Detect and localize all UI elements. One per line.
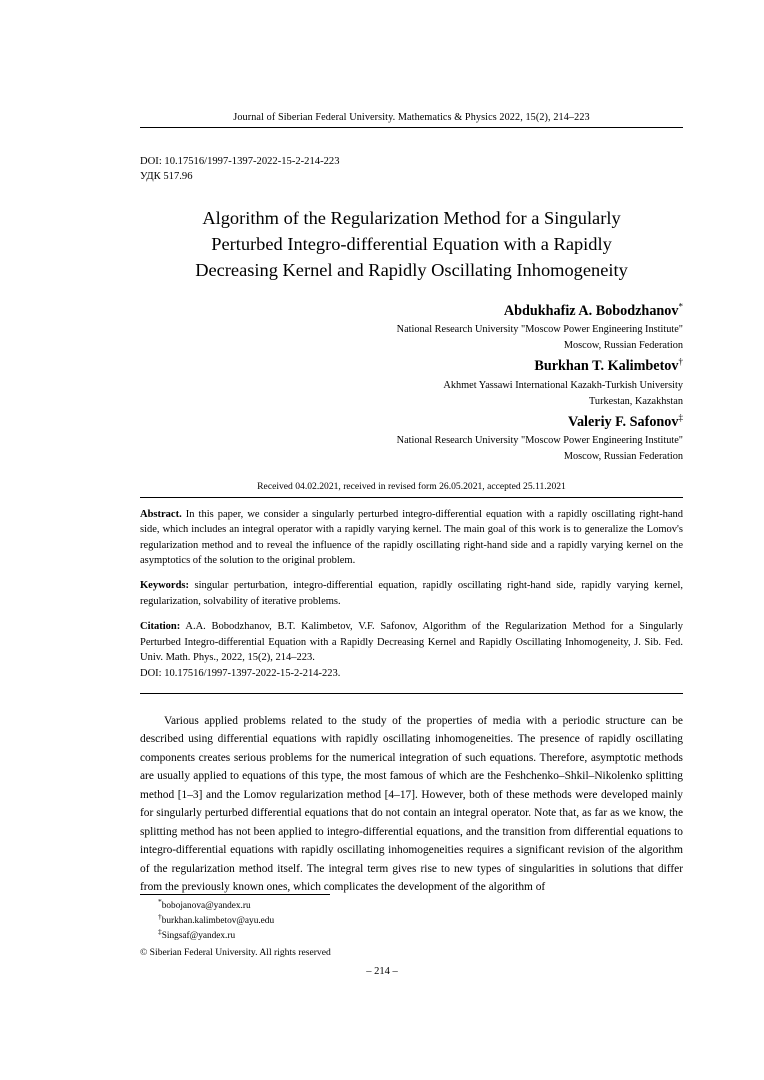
author-affiliation: Akhmet Yassawi International Kazakh-Turkish University [443,379,683,391]
page-content [140,112,683,897]
author-name [140,356,683,377]
author-marker: ‡ [678,411,683,422]
keywords-text: singular perturbation, integro-differential equation, rapidly oscillating right-hand side, rapidly varying kernel, regularization, solvability of iterative problems. [140,580,683,607]
author-name [140,412,683,433]
author-location: Moscow, Russian Federation [563,340,683,352]
abstract-block [140,507,683,569]
received-dates: Received 04.02.2021, received in revised form 26.05.2021, accepted 25.11.2021 [140,481,683,498]
journal-header: Journal of Siberian Federal University. Mathematics & Physics 2022, 15(2), 214–223 [140,112,683,128]
footnote-list [140,896,683,961]
author-affiliation: National Research University "Moscow Power Engineering Institute" [396,324,683,336]
abstract-label: Abstract. [140,508,182,520]
author-name-text: Abdukhafiz A. Bobodzhanov [503,303,679,320]
citation-text: A.A. Bobodzhanov, B.T. Kalimbetov, V.F. Safonov, Algorithm of the Regularization Method for a Singularly Perturbed Integro-differential Equation with a Rapidly Decreasing Kernel and Rapidly Oscillating Inhomogeneity, J. Sib. Fed. Univ. Math. Phys., 2022, 15(2), 214–223. [140,621,683,664]
author-marker: * [678,301,683,312]
author-entry [140,412,683,465]
title-line-3: Decreasing Kernel and Rapidly Oscillating Inhomogeneity [195,259,628,280]
footnote-marker: ‡ [158,927,162,936]
footnote-text: burkhan.kalimbetov@ayu.edu [161,916,275,927]
footnote-marker: † [158,911,162,921]
footnote-divider [140,894,330,895]
citation-doi: DOI: 10.17516/1997-1397-2022-15-2-214-223. [140,667,341,679]
abstract-text: In this paper, we consider a singularly perturbed integro-differential equation with a rapidly oscillating right-hand side, which includes an integral operator with a rapidly varying kernel. The main goal of this work is to generalize the Lomov's regularization method and to reveal the influence of the rapidly oscillating right-hand side and a rapidly varying kernel on the asymptotics of the solution to the original problem. [140,508,683,566]
keywords-label: Keywords: [140,580,189,592]
author-location: Turkestan, Kazakhstan [589,395,683,407]
author-entry [140,356,683,409]
title-line-1: Algorithm of the Regularization Method for a Singularly [202,207,621,228]
footnote-text: Singsaf@yandex.ru [161,931,236,942]
title-line-2: Perturbed Integro-differential Equation with a Rapidly [211,233,612,254]
footnote-item [140,929,683,944]
footnote-item [140,896,683,914]
author-location: Moscow, Russian Federation [563,450,683,462]
citation-label: Citation: [140,621,181,633]
keywords-block [140,578,683,609]
footnote-marker: * [158,896,162,906]
page-number: – 214 – [366,966,398,977]
author-entry [140,301,683,354]
author-list [140,301,683,465]
footnote-item [140,911,683,929]
body-paragraph-1: Various applied problems related to the study of the properties of media with a periodic structure can be described using differential equations with rapidly oscillating inhomogeneities. The presence of rapidly oscillating components creates serious problems for the numerical integration of such equations. Therefore, asymptotic methods are usually applied to equations of this type, the most famous of which are the Feshchenko–Shkil–Nikolenko splitting method [1–3] and the Lomov regularization method [4–17]. However, both of these methods were developed mainly for singularly perturbed differential equations that do not contain an integral operator. Note that, as far as we know, the splitting method has not been applied to integro-differential equations, and the transition from differential equations to integro-differential equations with rapidly oscillating inhomogeneities requires a significant revision of the algorithm of the regularization method itself. The integral term gives rise to new types of singularities in solutions that differ from the previously known ones, which complicates the development of the algorithm of [140,714,683,894]
citation-block [140,619,683,681]
author-name [140,301,683,322]
udk-line: УДК 517.96 [140,171,193,183]
section-divider [140,693,683,694]
footnote-text: bobojanova@yandex.ru [161,901,251,911]
doi-line: DOI: 10.17516/1997-1397-2022-15-2-214-223 [140,156,340,167]
copyright-notice: © Siberian Federal University. All rights reserved [140,947,331,959]
page-title [140,205,683,283]
author-marker: † [678,356,683,367]
author-name-text: Valeriy F. Safonov [568,413,679,430]
identifier-block [140,154,683,185]
author-name-text: Burkhan T. Kalimbetov [534,358,679,375]
author-affiliation: National Research University "Moscow Power Engineering Institute" [396,434,683,446]
